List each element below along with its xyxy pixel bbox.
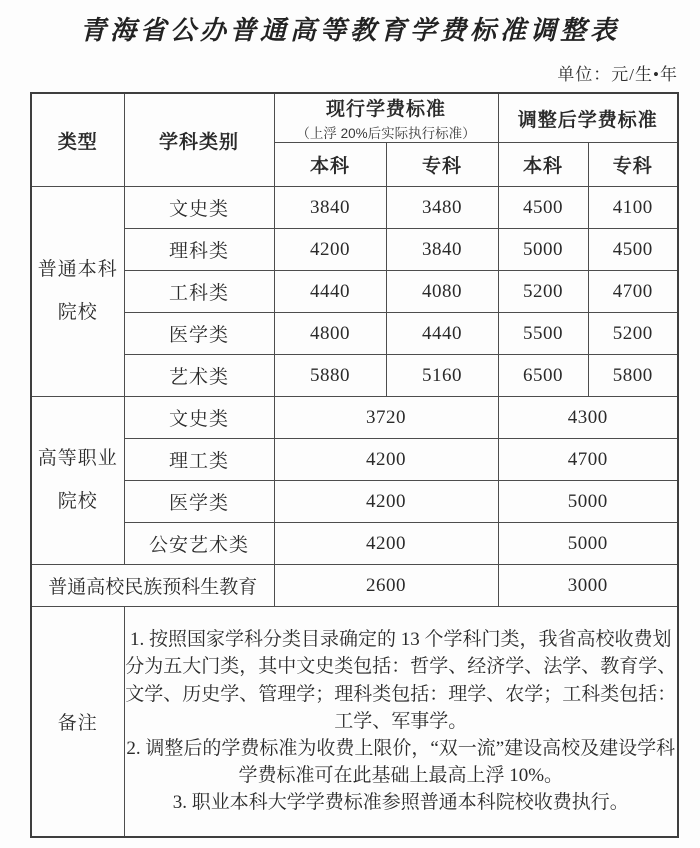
remarks-content: [124, 607, 678, 837]
remarks-note-3: 3. 职业本科大学学费标准参照普通本科院校收费执行。: [172, 792, 629, 814]
cell-adjusted-fee: 4300: [498, 397, 678, 439]
remarks-note-1: 1. 按照国家学科分类目录确定的 13 个学科门类，我省高校收费划分为五大门类，其中文史类包括：哲学、经济学、法学、教育学、文学、历史学、管理学；理科类包括：理学、农学；工科类包括：工学、军事学。: [125, 629, 677, 732]
cell-current-fee: 4200: [274, 481, 498, 523]
cell-current-college: 5160: [386, 355, 498, 397]
cell-adjusted-fee: 3000: [498, 565, 678, 607]
table-row-preparatory: [31, 565, 678, 607]
table-row-remarks: [31, 607, 678, 837]
type-cell-higher-vocational: [31, 397, 124, 565]
cell-adjusted-undergraduate: 5500: [498, 313, 588, 355]
cell-current-college: 3840: [386, 229, 498, 271]
unit-label: 单位：元/生•年: [557, 65, 678, 84]
cell-current-undergraduate: 4200: [274, 229, 386, 271]
header-type: 类型: [31, 93, 124, 187]
cell-subject: 艺术类: [124, 355, 274, 397]
cell-adjusted-undergraduate: 6500: [498, 355, 588, 397]
cell-adjusted-undergraduate: 5000: [498, 229, 588, 271]
cell-current-undergraduate: 4440: [274, 271, 386, 313]
cell-subject: 文史类: [124, 397, 274, 439]
cell-adjusted-college: 4500: [588, 229, 678, 271]
cell-current-fee: 4200: [274, 439, 498, 481]
type-cell-regular-undergraduate: [31, 187, 124, 397]
type-label-line2: 院校: [57, 490, 98, 512]
remarks-note-2: 2. 调整后的学费标准为收费上限价，“双一流”建设高校及建设学科学费标准可在此基础上最高上浮 10%。: [126, 737, 676, 786]
cell-current-college: 4440: [386, 313, 498, 355]
table-row: [31, 271, 678, 313]
header-subject-category: 学科类别: [124, 93, 274, 187]
header-current-college: 专科: [386, 143, 498, 187]
cell-adjusted-undergraduate: 5200: [498, 271, 588, 313]
header-current-undergraduate: 本科: [274, 143, 386, 187]
cell-current-fee: 2600: [274, 565, 498, 607]
cell-adjusted-college: 4100: [588, 187, 678, 229]
cell-adjusted-fee: 5000: [498, 481, 678, 523]
header-current-subtitle: （上浮 20%后实际执行标准）: [296, 126, 476, 141]
cell-adjusted-undergraduate: 4500: [498, 187, 588, 229]
page-title: 青海省公办普通高等教育学费标准调整表: [79, 16, 620, 46]
cell-adjusted-college: 5200: [588, 313, 678, 355]
table-row: [31, 397, 678, 439]
type-label-line1: 普通本科: [37, 258, 118, 280]
header-adjusted-undergraduate: 本科: [498, 143, 588, 187]
table-row: [31, 229, 678, 271]
cell-subject: 理科类: [124, 229, 274, 271]
header-adjusted-college: 专科: [588, 143, 678, 187]
table-row: [31, 187, 678, 229]
cell-subject: 理工类: [124, 439, 274, 481]
cell-preparatory-label: 普通高校民族预科生教育: [31, 565, 274, 607]
remarks-label: 备注: [31, 607, 124, 837]
cell-subject: 工科类: [124, 271, 274, 313]
header-current-title: 现行学费标准: [325, 99, 446, 120]
cell-subject: 文史类: [124, 187, 274, 229]
cell-adjusted-college: 4700: [588, 271, 678, 313]
table-row: [31, 523, 678, 565]
table-row: [31, 481, 678, 523]
table-row: [31, 355, 678, 397]
cell-adjusted-fee: 5000: [498, 523, 678, 565]
table-row: [31, 313, 678, 355]
header-current-standard: [274, 93, 498, 143]
cell-current-fee: 3720: [274, 397, 498, 439]
cell-current-undergraduate: 5880: [274, 355, 386, 397]
cell-current-fee: 4200: [274, 523, 498, 565]
cell-adjusted-fee: 4700: [498, 439, 678, 481]
cell-current-undergraduate: 4800: [274, 313, 386, 355]
cell-subject: 医学类: [124, 313, 274, 355]
type-label-line2: 院校: [57, 301, 98, 323]
cell-subject: 医学类: [124, 481, 274, 523]
cell-current-college: 4080: [386, 271, 498, 313]
table-row: [31, 439, 678, 481]
header-adjusted-standard: 调整后学费标准: [498, 93, 678, 143]
cell-adjusted-college: 5800: [588, 355, 678, 397]
cell-current-undergraduate: 3840: [274, 187, 386, 229]
table-header-row-1: [31, 93, 678, 143]
cell-subject: 公安艺术类: [124, 523, 274, 565]
type-label-line1: 高等职业: [37, 447, 118, 469]
cell-current-college: 3480: [386, 187, 498, 229]
tuition-fee-table: [30, 92, 679, 838]
